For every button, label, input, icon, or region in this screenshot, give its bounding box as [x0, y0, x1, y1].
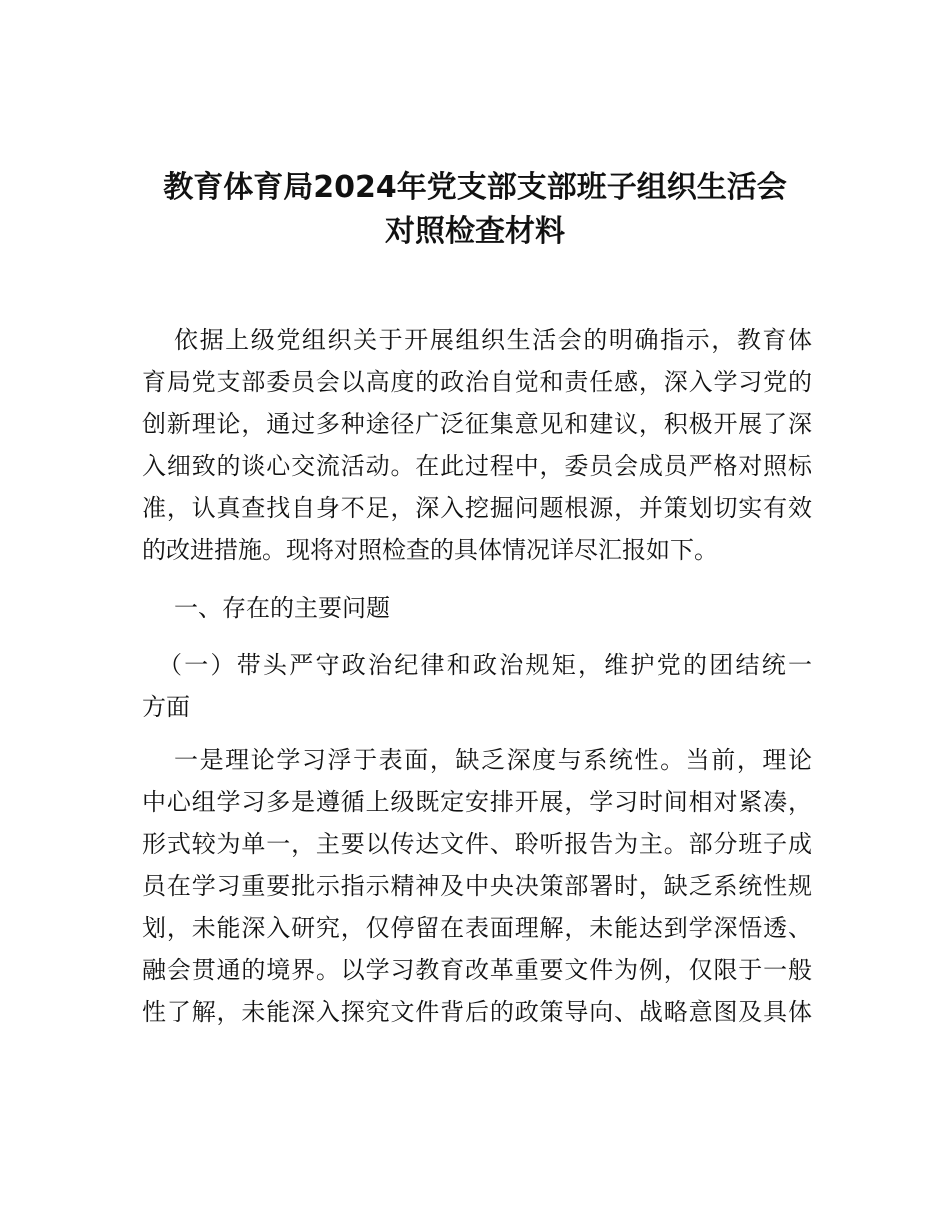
paragraph-line: 划，未能深入研究，仅停留在表面理解，未能达到学深悟透、	[142, 914, 812, 942]
paragraph-line: 的改进措施。现将对照检查的具体情况详尽汇报如下。	[142, 536, 718, 564]
paragraph-line: 准，认真查找自身不足，深入挖掘问题根源，并策划切实有效	[142, 494, 812, 522]
paragraph-line: 融会贯通的境界。以学习教育改革重要文件为例，仅限于一般	[142, 956, 812, 984]
document-title-line-2: 对照检查材料	[385, 214, 565, 249]
paragraph-line: 中心组学习多是遵循上级既定安排开展，学习时间相对紧凑，	[142, 788, 812, 816]
subsection-heading-continued: 方面	[142, 693, 190, 721]
paragraph-line: 形式较为单一，主要以传达文件、聆听报告为主。部分班子成	[142, 830, 812, 858]
section-heading: 一、存在的主要问题	[174, 594, 390, 622]
paragraph-line: 依据上级党组织关于开展组织生活会的明确指示，教育体	[174, 326, 812, 354]
paragraph-line: 一是理论学习浮于表面，缺乏深度与系统性。当前，理论	[174, 746, 812, 774]
subsection-heading: （一）带头严守政治纪律和政治规矩，维护党的团结统一	[158, 651, 812, 679]
paragraph-line: 入细致的谈心交流活动。在此过程中，委员会成员严格对照标	[142, 452, 812, 480]
paragraph-line: 创新理论，通过多种途径广泛征集意见和建议，积极开展了深	[142, 410, 812, 438]
document-title-line-1: 教育体育局2024年党支部支部班子组织生活会	[163, 170, 787, 205]
paragraph-line: 育局党支部委员会以高度的政治自觉和责任感，深入学习党的	[142, 368, 812, 396]
paragraph-line: 性了解，未能深入探究文件背后的政策导向、战略意图及具体	[142, 998, 812, 1026]
paragraph-line: 员在学习重要批示指示精神及中央决策部署时，缺乏系统性规	[142, 872, 812, 900]
